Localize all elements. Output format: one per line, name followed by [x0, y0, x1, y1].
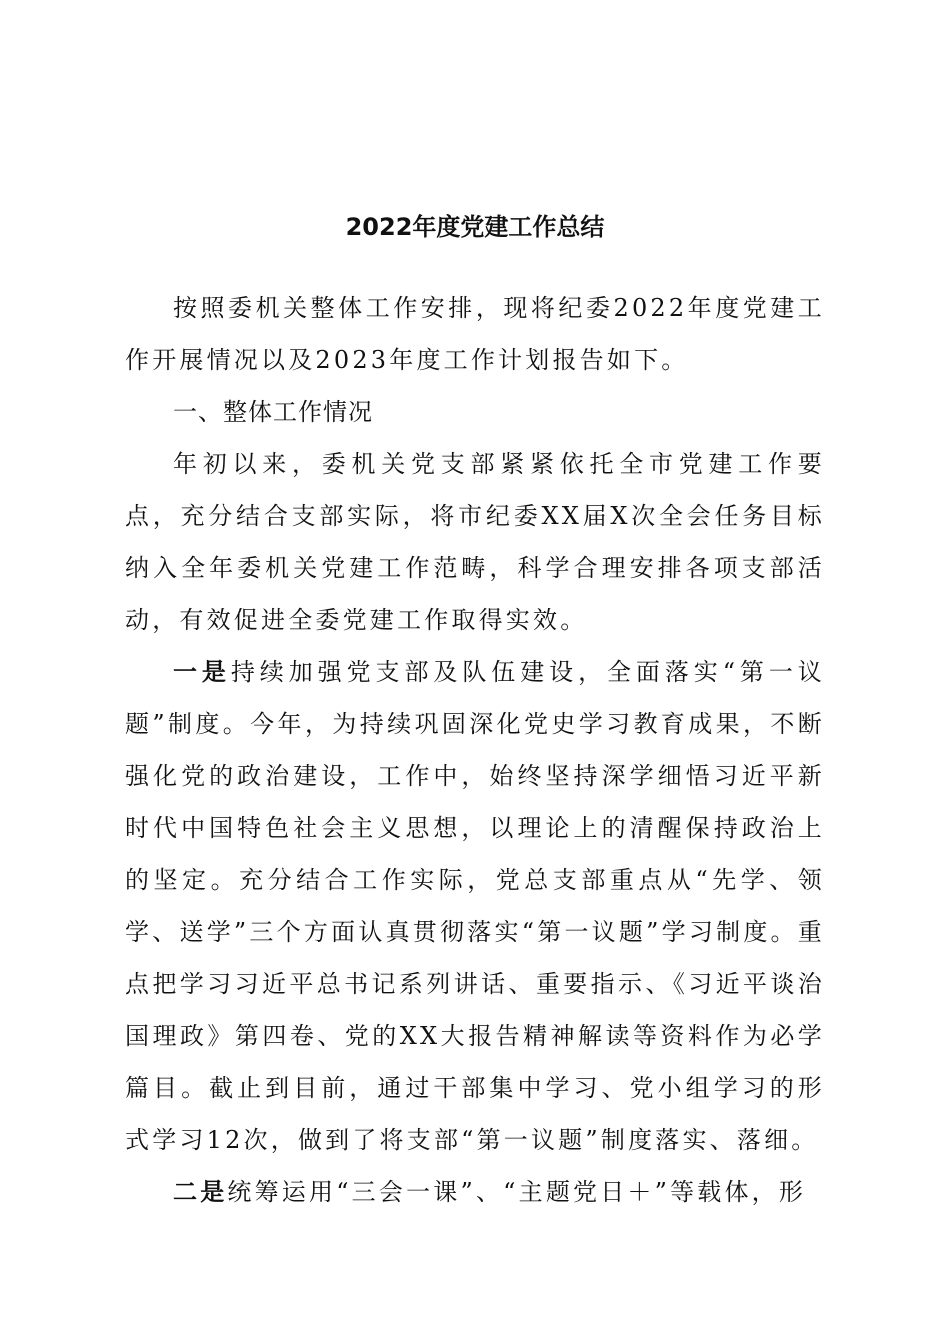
item-one-text: 持续加强党支部及队伍建设，全面落实“第一议题”制度。今年，为持续巩固深化党史学习教育成果，不断强化党的政治建设，工作中，始终坚持深学细悟习近平新时代中国特色社会主义思想，以理论上的清醒保持政治上的坚定。充分结合工作实际，党总支部重点从“先学、领学、送学”三个方面认真贯彻落实“第一议题”学习制度。重点把学习习近平总书记系列讲话、重要指示、《习近平谈治国理政》第四卷、党的XX大报告精神解读等资料作为必学篇目。截止到目前，通过干部集中学习、党小组学习的形式学习12次，做到了将支部“第一议题”制度落实、落细。: [125, 658, 826, 1154]
intro-paragraph: 按照委机关整体工作安排，现将纪委2022年度党建工作开展情况以及2023年度工作计划报告如下。: [125, 294, 825, 374]
section-heading: 一、整体工作情况: [173, 398, 373, 426]
item-two-paragraph: [125, 1166, 825, 1218]
item-one-paragraph: [125, 646, 825, 1166]
item-two-lead: 二是: [173, 1178, 228, 1206]
document-title: 2022年度党建工作总结: [345, 213, 605, 241]
document-body: [125, 282, 825, 1218]
item-one-lead: 一是: [173, 658, 231, 686]
overview-paragraph: 年初以来，委机关党支部紧紧依托全市党建工作要点，充分结合支部实际，将市纪委XX届X次全会任务目标纳入全年委机关党建工作范畴，科学合理安排各项支部活动，有效促进全委党建工作取得实效。: [125, 450, 825, 634]
item-two-text: 统筹运用“三会一课”、“主题党日＋”等载体，形: [227, 1178, 807, 1206]
